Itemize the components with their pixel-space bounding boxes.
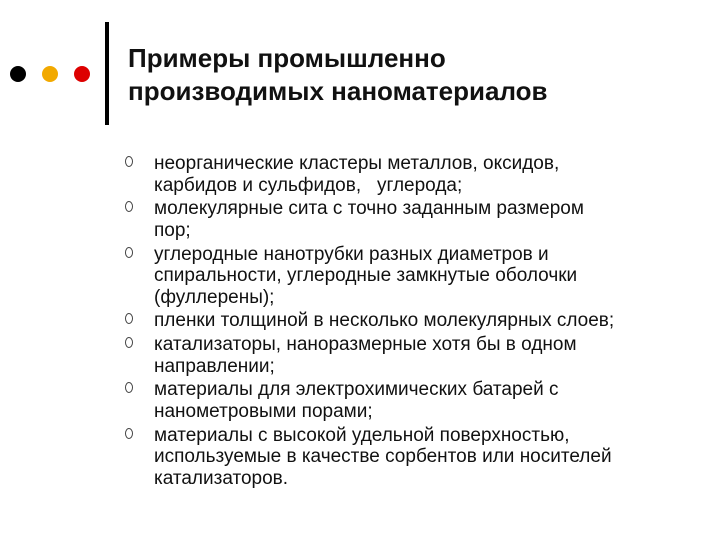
list-item-text-line: пленки толщиной в несколько молекулярных слоев; xyxy=(154,310,615,332)
list-item xyxy=(123,310,703,332)
list-item xyxy=(123,198,703,241)
list-item-text-line: молекулярные сита с точно заданным размером xyxy=(154,198,584,220)
list-item xyxy=(123,379,703,422)
slide-title-line-2: производимых наноматериалов xyxy=(128,76,548,106)
red-dot-icon xyxy=(74,66,90,82)
hollow-circle-bullet-icon xyxy=(125,428,133,439)
bullet-list xyxy=(123,153,703,492)
list-item-text-line: пор; xyxy=(154,219,191,241)
list-item-text-line: неорганические кластеры металлов, оксидов, xyxy=(154,153,560,174)
decorative-dots xyxy=(10,66,106,82)
list-item-text-line: углеродные нанотрубки разных диаметров и xyxy=(154,243,549,265)
list-item-text-line: (фуллерены); xyxy=(154,286,275,308)
slide-title xyxy=(128,42,547,108)
list-item-text-line: катализаторов. xyxy=(154,467,289,489)
list-item-text-line: катализаторы, наноразмерные хотя бы в одном xyxy=(154,334,577,356)
hollow-circle-bullet-icon xyxy=(125,313,133,324)
list-item-text-line: спиральности, углеродные замкнутые оболочки xyxy=(154,265,578,287)
list-item-text-line: материалы с высокой удельной поверхностью, xyxy=(154,424,570,446)
hollow-circle-bullet-icon xyxy=(125,156,133,167)
list-item-text-line: используемые в качестве сорбентов или носителей xyxy=(154,446,612,468)
slide-title-line-1: Примеры промышленно xyxy=(128,43,446,73)
list-item xyxy=(123,244,703,309)
list-item-text-line: нанометровыми порами; xyxy=(154,400,373,422)
list-item xyxy=(123,334,703,377)
black-dot-icon xyxy=(10,66,26,82)
title-divider-line xyxy=(105,22,109,125)
list-item-text-line: направлении; xyxy=(154,355,275,377)
list-item-text-line: материалы для электрохимических батарей с xyxy=(154,379,559,401)
list-item xyxy=(123,425,703,490)
orange-dot-icon xyxy=(42,66,58,82)
list-item xyxy=(123,153,703,196)
hollow-circle-bullet-icon xyxy=(125,201,133,212)
list-item-text-line: карбидов и сульфидов, углерода; xyxy=(154,174,463,196)
hollow-circle-bullet-icon xyxy=(125,382,133,393)
hollow-circle-bullet-icon xyxy=(125,247,133,258)
hollow-circle-bullet-icon xyxy=(125,337,133,348)
